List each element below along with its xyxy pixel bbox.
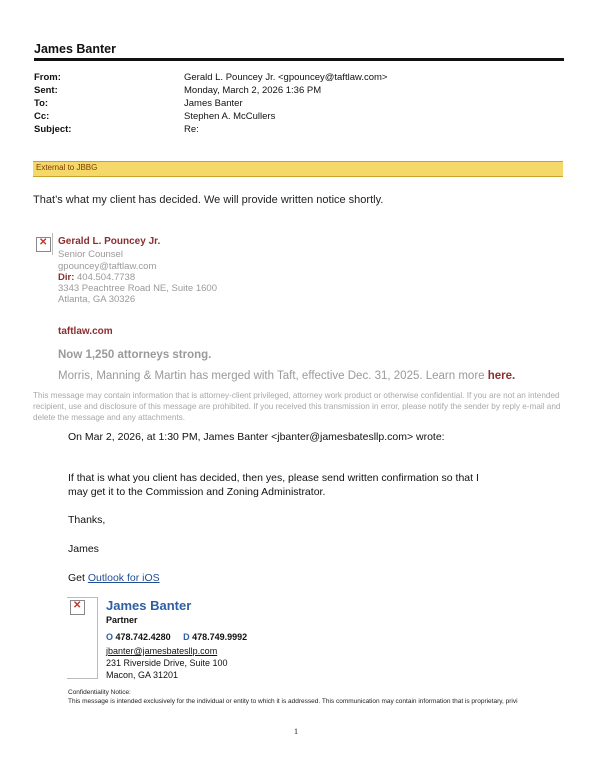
image-frame-edge xyxy=(52,233,57,255)
gp-email[interactable]: gpouncey@taftlaw.com xyxy=(58,261,157,272)
office-label: O xyxy=(106,632,114,642)
quoted-line2: may get it to the Commission and Zoning Administrator. xyxy=(68,486,326,498)
broken-image-icon xyxy=(36,237,51,252)
external-banner xyxy=(33,161,563,177)
to-label: To: xyxy=(34,98,49,109)
email-title: James Banter xyxy=(34,42,116,56)
confidentiality-heading: Confidentiality Notice: xyxy=(68,689,131,696)
broken-logo-icon xyxy=(70,600,85,615)
subject-label: Subject: xyxy=(34,124,72,135)
get-outlook-line xyxy=(68,572,160,584)
cc-label: Cc: xyxy=(34,111,50,122)
to-value: James Banter xyxy=(184,98,243,109)
sent-value: Monday, March 2, 2026 1:36 PM xyxy=(184,85,322,96)
gp-address-line2: Atlanta, GA 30326 xyxy=(58,294,136,305)
gp-dir-line xyxy=(58,272,135,283)
sent-label: Sent: xyxy=(34,85,58,96)
get-prefix: Get xyxy=(68,572,85,584)
gp-dir-label: Dir: xyxy=(58,272,75,283)
quoted-line1: If that is what you client has decided, then yes, please send written confirmation so that I xyxy=(68,472,479,484)
merger-text: Morris, Manning & Martin has merged with Taft, effective Dec. 31, 2025. Learn more xyxy=(58,370,485,382)
privilege-disclaimer: This message may contain information that is attorney-client privileged, attorney work product or otherwise confidential. If you are not an intended recipient, use and disclosure of this message are prohibited. If you received this transmission in error, please notify the sender by reply e-mail and delete the message and any attachments. xyxy=(33,391,561,422)
message-body: That’s what my client has decided. We will provide written notice shortly. xyxy=(33,194,384,206)
quoted-signoff: James xyxy=(68,543,99,555)
taft-tagline: Now 1,250 attorneys strong. xyxy=(58,349,212,361)
jb-name: James Banter xyxy=(106,598,192,613)
taft-site-link[interactable]: taftlaw.com xyxy=(58,326,113,337)
from-label: From: xyxy=(34,72,61,83)
merger-notice xyxy=(58,370,515,382)
jb-address-line1: 231 Riverside Drive, Suite 100 xyxy=(106,658,228,668)
jb-address-line2: Macon, GA 31201 xyxy=(106,670,179,680)
subject-value: Re: xyxy=(184,124,199,135)
jb-phone-line xyxy=(106,632,247,642)
external-banner-text: External to JBBG xyxy=(36,163,98,172)
office-number: 478.742.4280 xyxy=(115,632,171,642)
gp-dir-number: 404.504.7738 xyxy=(77,272,136,283)
gp-title: Senior Counsel xyxy=(58,249,123,260)
direct-number: 478.749.9992 xyxy=(192,632,248,642)
jb-title: Partner xyxy=(106,615,138,625)
confidentiality-text: This message is intended exclusively for the individual or entity to which it is addressed. This communication may contain information that is proprietary, privi xyxy=(68,698,518,705)
jb-email-link[interactable]: jbanter@jamesbatesllp.com xyxy=(106,646,218,656)
page-number: 1 xyxy=(294,727,298,736)
from-value: Gerald L. Pouncey Jr. <gpouncey@taftlaw.com> xyxy=(184,72,388,83)
quoted-thanks: Thanks, xyxy=(68,514,106,526)
cc-value: Stephen A. McCullers xyxy=(184,111,276,122)
outlook-ios-link[interactable]: Outlook for iOS xyxy=(87,572,160,584)
title-divider xyxy=(34,58,564,61)
gp-name: Gerald L. Pouncey Jr. xyxy=(58,236,161,247)
quoted-intro: On Mar 2, 2026, at 1:30 PM, James Banter <jbanter@jamesbatesllp.com> wrote: xyxy=(68,431,445,443)
merger-here-link[interactable]: here. xyxy=(487,370,516,382)
gp-address-line1: 3343 Peachtree Road NE, Suite 1600 xyxy=(58,283,217,294)
direct-label: D xyxy=(183,632,190,642)
